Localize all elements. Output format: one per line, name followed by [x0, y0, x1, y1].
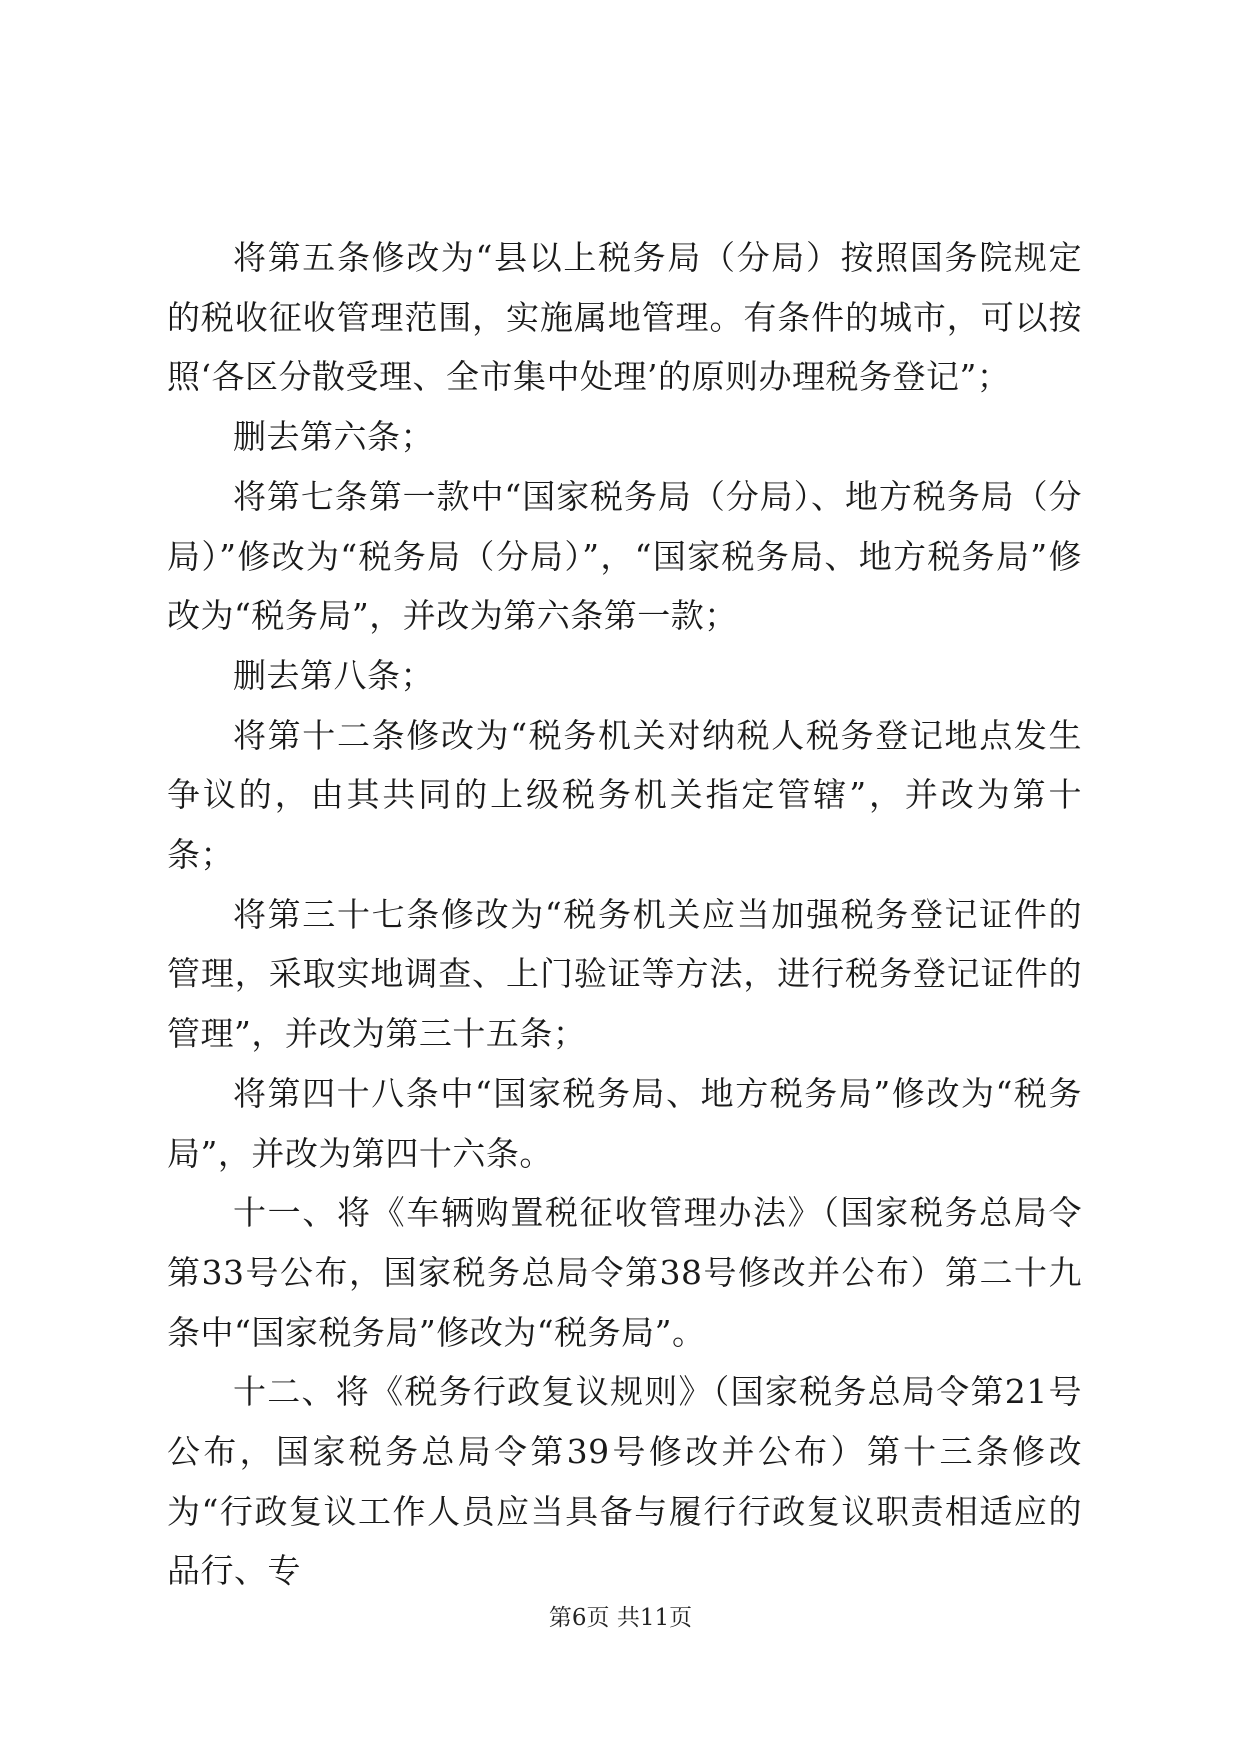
paragraph-delete-article-8: 删去第八条；	[233, 655, 434, 695]
paragraph-amend-article-12: 将第十二条修改为“税务机关对纳税人税务登记地点发生争议的，由其共同的上级税务机关指定管辖”，并改为第十条；	[167, 715, 1082, 875]
paragraph-amend-article-37: 将第三十七条修改为“税务机关应当加强税务登记证件的管理，采取实地调查、上门验证等方法，进行税务登记证件的管理”，并改为第三十五条；	[167, 894, 1082, 1054]
paragraph-amend-article-48: 将第四十八条中“国家税务局、地方税务局”修改为“税务局”，并改为第四十六条。	[167, 1073, 1082, 1173]
page-footer	[0, 1603, 1241, 1633]
paragraph-item-12: 十二、将《税务行政复议规则》（国家税务总局令第21号公布，国家税务总局令第39号修改并公布）第十三条修改为“行政复议工作人员应当具备与履行行政复议职责相适应的品行、专	[167, 1372, 1082, 1591]
paragraph-amend-article-7: 将第七条第一款中“国家税务局（分局）、地方税务局（分局）”修改为“税务局（分局）”，“国家税务局、地方税务局”修改为“税务局”，并改为第六条第一款；	[167, 476, 1082, 636]
paragraph-item-11: 十一、将《车辆购置税征收管理办法》（国家税务总局令第33号公布，国家税务总局令第38号修改并公布）第二十九条中“国家税务局”修改为“税务局”。	[167, 1193, 1082, 1352]
page-number: 第6页 共11页	[548, 1605, 693, 1631]
body-text	[167, 228, 1082, 1601]
paragraph-amend-article-5: 将第五条修改为“县以上税务局（分局）按照国务院规定的税收征收管理范围，实施属地管理。有条件的城市，可以按照‘各区分散受理、全市集中处理’的原则办理税务登记”；	[167, 238, 1082, 397]
paragraph-delete-article-6: 删去第六条；	[233, 417, 434, 457]
